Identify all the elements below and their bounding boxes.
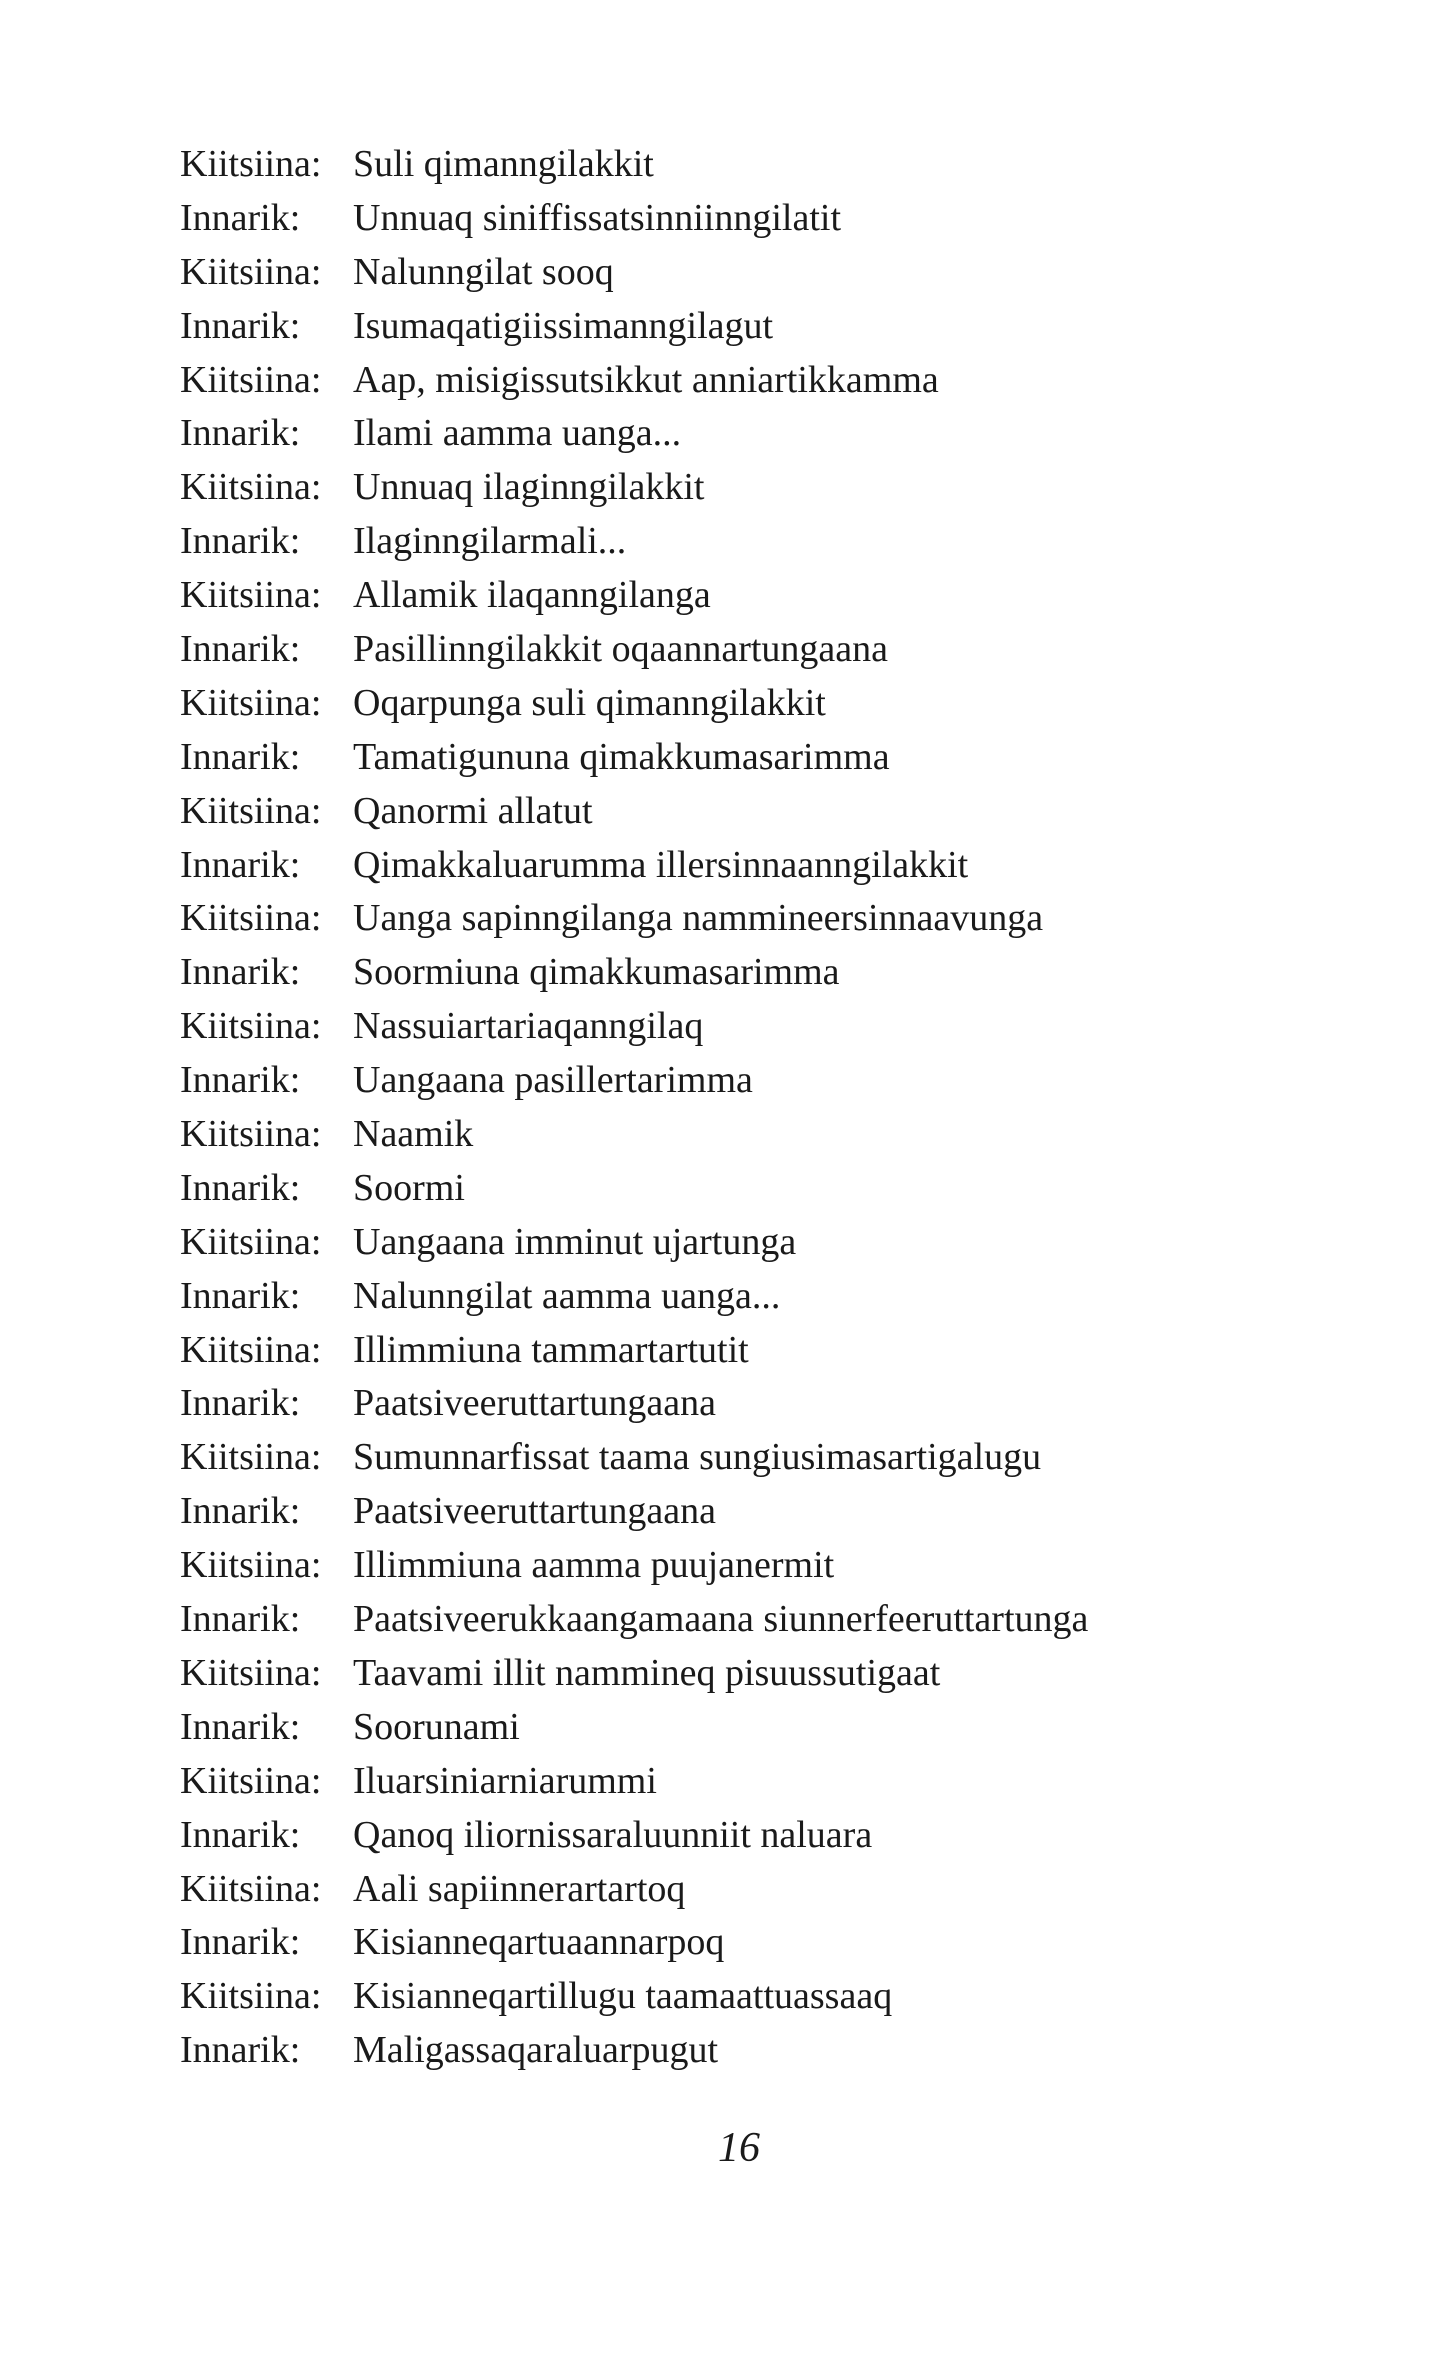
speaker-label: Innarik: [180, 1598, 301, 1641]
speaker-label: Kiitsiina: [180, 1651, 322, 1694]
speaker-label: Innarik: [180, 1382, 301, 1425]
dialogue-line [180, 1539, 1280, 1593]
line-text: Paatsiveeruttartungaana [353, 1382, 716, 1425]
speaker-label: Kiitsiina: [180, 1436, 322, 1479]
line-text: Pasillinngilakkit oqaannartungaana [353, 628, 889, 671]
line-text: Nassuiartariaqanngilaq [353, 1005, 704, 1048]
dialogue-line [180, 300, 1280, 354]
line-text: Iluarsiniarniarummi [353, 1759, 657, 1802]
line-text: Uangaana pasillertarimma [353, 1059, 753, 1102]
speaker-label: Innarik: [180, 1813, 301, 1856]
dialogue-line [180, 1162, 1280, 1216]
line-text: Soorunami [353, 1705, 520, 1748]
line-text: Qimakkaluarumma illersinnaanngilakkit [353, 843, 969, 886]
dialogue-line [180, 515, 1280, 569]
line-text: Suli qimanngilakkit [353, 143, 654, 185]
speaker-label: Kiitsiina: [180, 1220, 322, 1263]
line-text: Sumunnarfissat taama sungiusimasartigalugu [353, 1436, 1042, 1479]
speaker-label: Kiitsiina: [180, 1867, 322, 1910]
line-text: Illimmiuna tammartartutit [353, 1328, 749, 1371]
speaker-label: Innarik: [180, 196, 301, 239]
dialogue-line [180, 1000, 1280, 1054]
speaker-label: Innarik: [180, 951, 301, 994]
dialogue-line [180, 246, 1280, 300]
speaker-label: Kiitsiina: [180, 789, 322, 832]
line-text: Paatsiveeruttartungaana [353, 1490, 716, 1533]
line-text: Qanoq iliornissaraluunniit naluara [353, 1813, 873, 1856]
dialogue-line [180, 892, 1280, 946]
dialogue-line [180, 677, 1280, 731]
line-text: Unnuaq ilaginngilakkit [353, 466, 705, 509]
dialogue-list [180, 138, 1280, 2078]
line-text: Isumaqatigiissimanngilagut [353, 304, 774, 347]
dialogue-line [180, 1324, 1280, 1378]
speaker-label: Innarik: [180, 520, 301, 563]
speaker-label: Innarik: [180, 1059, 301, 1102]
line-text: Aap, misigissutsikkut anniartikkamma [353, 358, 939, 401]
speaker-label: Kiitsiina: [180, 466, 322, 509]
dialogue-line [180, 1377, 1280, 1431]
line-text: Nalunngilat sooq [353, 250, 614, 293]
speaker-label: Kiitsiina: [180, 1328, 322, 1371]
dialogue-line [180, 623, 1280, 677]
line-text: Illimmiuna aamma puujanermit [353, 1544, 835, 1587]
speaker-label: Kiitsiina: [180, 574, 322, 617]
dialogue-line [180, 1054, 1280, 1108]
dialogue-line [180, 407, 1280, 461]
line-text: Tamatigununa qimakkumasarimma [353, 735, 890, 778]
dialogue-line [180, 2024, 1280, 2078]
line-text: Soormiuna qimakkumasarimma [353, 951, 840, 994]
dialogue-line [180, 839, 1280, 893]
speaker-label: Innarik: [180, 735, 301, 778]
line-text: Oqarpunga suli qimanngilakkit [353, 681, 826, 724]
dialogue-line [180, 1216, 1280, 1270]
dialogue-line [180, 138, 1280, 192]
dialogue-line [180, 1485, 1280, 1539]
dialogue-line [180, 354, 1280, 408]
line-text: Kisianneqartuaannarpoq [353, 1921, 725, 1964]
speaker-label: Kiitsiina: [180, 1005, 322, 1048]
dialogue-line [180, 1108, 1280, 1162]
dialogue-line [180, 192, 1280, 246]
speaker-label: Kiitsiina: [180, 897, 322, 940]
speaker-label: Kiitsiina: [180, 143, 322, 185]
dialogue-line [180, 1431, 1280, 1485]
dialogue-line [180, 1863, 1280, 1917]
dialogue-line [180, 461, 1280, 515]
line-text: Paatsiveerukkaangamaana siunnerfeeruttartunga [353, 1598, 1089, 1641]
speaker-label: Innarik: [180, 1921, 301, 1964]
dialogue-line [180, 731, 1280, 785]
speaker-label: Innarik: [180, 1274, 301, 1317]
dialogue-line [180, 1755, 1280, 1809]
speaker-label: Innarik: [180, 843, 301, 886]
speaker-label: Kiitsiina: [180, 1759, 322, 1802]
line-text: Ilaginngilarmali... [353, 520, 627, 563]
dialogue-line [180, 1647, 1280, 1701]
speaker-label: Innarik: [180, 628, 301, 671]
line-text: Naamik [353, 1113, 474, 1156]
line-text: Allamik ilaqanngilanga [353, 574, 711, 617]
line-text: Unnuaq siniffissatsinniinngilatit [353, 196, 842, 239]
dialogue-line [180, 1270, 1280, 1324]
line-text: Uanga sapinngilanga nammineersinnaavunga [353, 897, 1044, 940]
line-text: Kisianneqartillugu taamaattuassaaq [353, 1975, 893, 2018]
line-text: Maligassaqaraluarpugut [353, 2029, 719, 2072]
dialogue-line [180, 1701, 1280, 1755]
line-text: Uangaana imminut ujartunga [353, 1220, 797, 1263]
speaker-label: Innarik: [180, 1705, 301, 1748]
line-text: Qanormi allatut [353, 789, 593, 832]
speaker-label: Kiitsiina: [180, 250, 322, 293]
speaker-label: Kiitsiina: [180, 358, 322, 401]
dialogue-line [180, 1916, 1280, 1970]
page-number: 16 [718, 2125, 760, 2171]
dialogue-line [180, 785, 1280, 839]
line-text: Ilami aamma uanga... [353, 412, 682, 455]
dialogue-line [180, 1593, 1280, 1647]
dialogue-line [180, 1970, 1280, 2024]
line-text: Soormi [353, 1166, 465, 1209]
speaker-label: Innarik: [180, 304, 301, 347]
speaker-label: Kiitsiina: [180, 1113, 322, 1156]
line-text: Nalunngilat aamma uanga... [353, 1274, 781, 1317]
speaker-label: Kiitsiina: [180, 1544, 322, 1587]
speaker-label: Innarik: [180, 1490, 301, 1533]
speaker-label: Innarik: [180, 2029, 301, 2072]
speaker-label: Kiitsiina: [180, 681, 322, 724]
dialogue-line [180, 569, 1280, 623]
dialogue-line [180, 946, 1280, 1000]
line-text: Taavami illit nammineq pisuussutigaat [353, 1651, 941, 1694]
line-text: Aali sapiinnerartartoq [353, 1867, 686, 1910]
speaker-label: Innarik: [180, 412, 301, 455]
dialogue-line [180, 1809, 1280, 1863]
speaker-label: Innarik: [180, 1166, 301, 1209]
speaker-label: Kiitsiina: [180, 1975, 322, 2018]
